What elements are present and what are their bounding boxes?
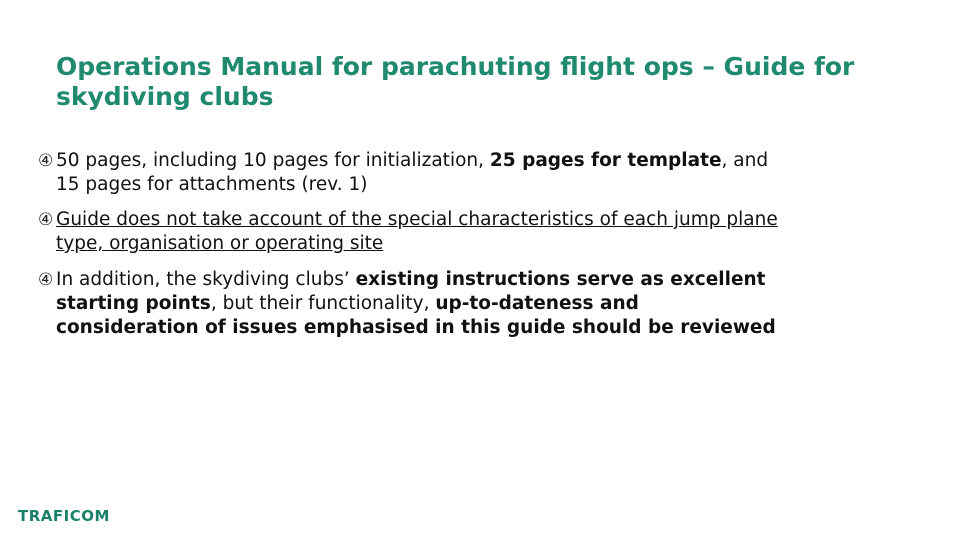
bullet-segment: In addition, the skydiving clubs’ [56,269,356,290]
bullet-segment: 50 pages, including 10 pages for initialization, [56,150,490,171]
bullet-icon: ④ [38,151,54,171]
bullet-text [56,268,778,340]
bullet-icon: ④ [38,210,54,230]
traficom-logo: TRAFICOM [18,507,110,525]
bullet-item [38,149,778,197]
bullet-segment-bold: 25 pages for template [489,150,722,171]
bullet-text [56,208,778,256]
bullet-text [56,149,778,197]
bullet-segment-bold: existing instructions serve as excellent starting points [56,269,766,314]
bullet-segment: , but their functionality, [210,293,436,314]
bullet-item [38,268,778,340]
slide-title: Operations Manual for parachuting flight ops – Guide for skydiving clubs [56,52,855,111]
bullet-icon: ④ [38,270,54,290]
bullet-segment-bold: up-to-dateness and consideration of issues emphasised in this guide should be reviewed [56,293,776,338]
bullet-item [38,208,778,256]
bullet-segment: , and 15 pages for attachments (rev. 1) [56,150,769,195]
bullet-segment-underlined: Guide does not take account of the special characteristics of each jump plane type, organisation or operating site [56,209,778,254]
